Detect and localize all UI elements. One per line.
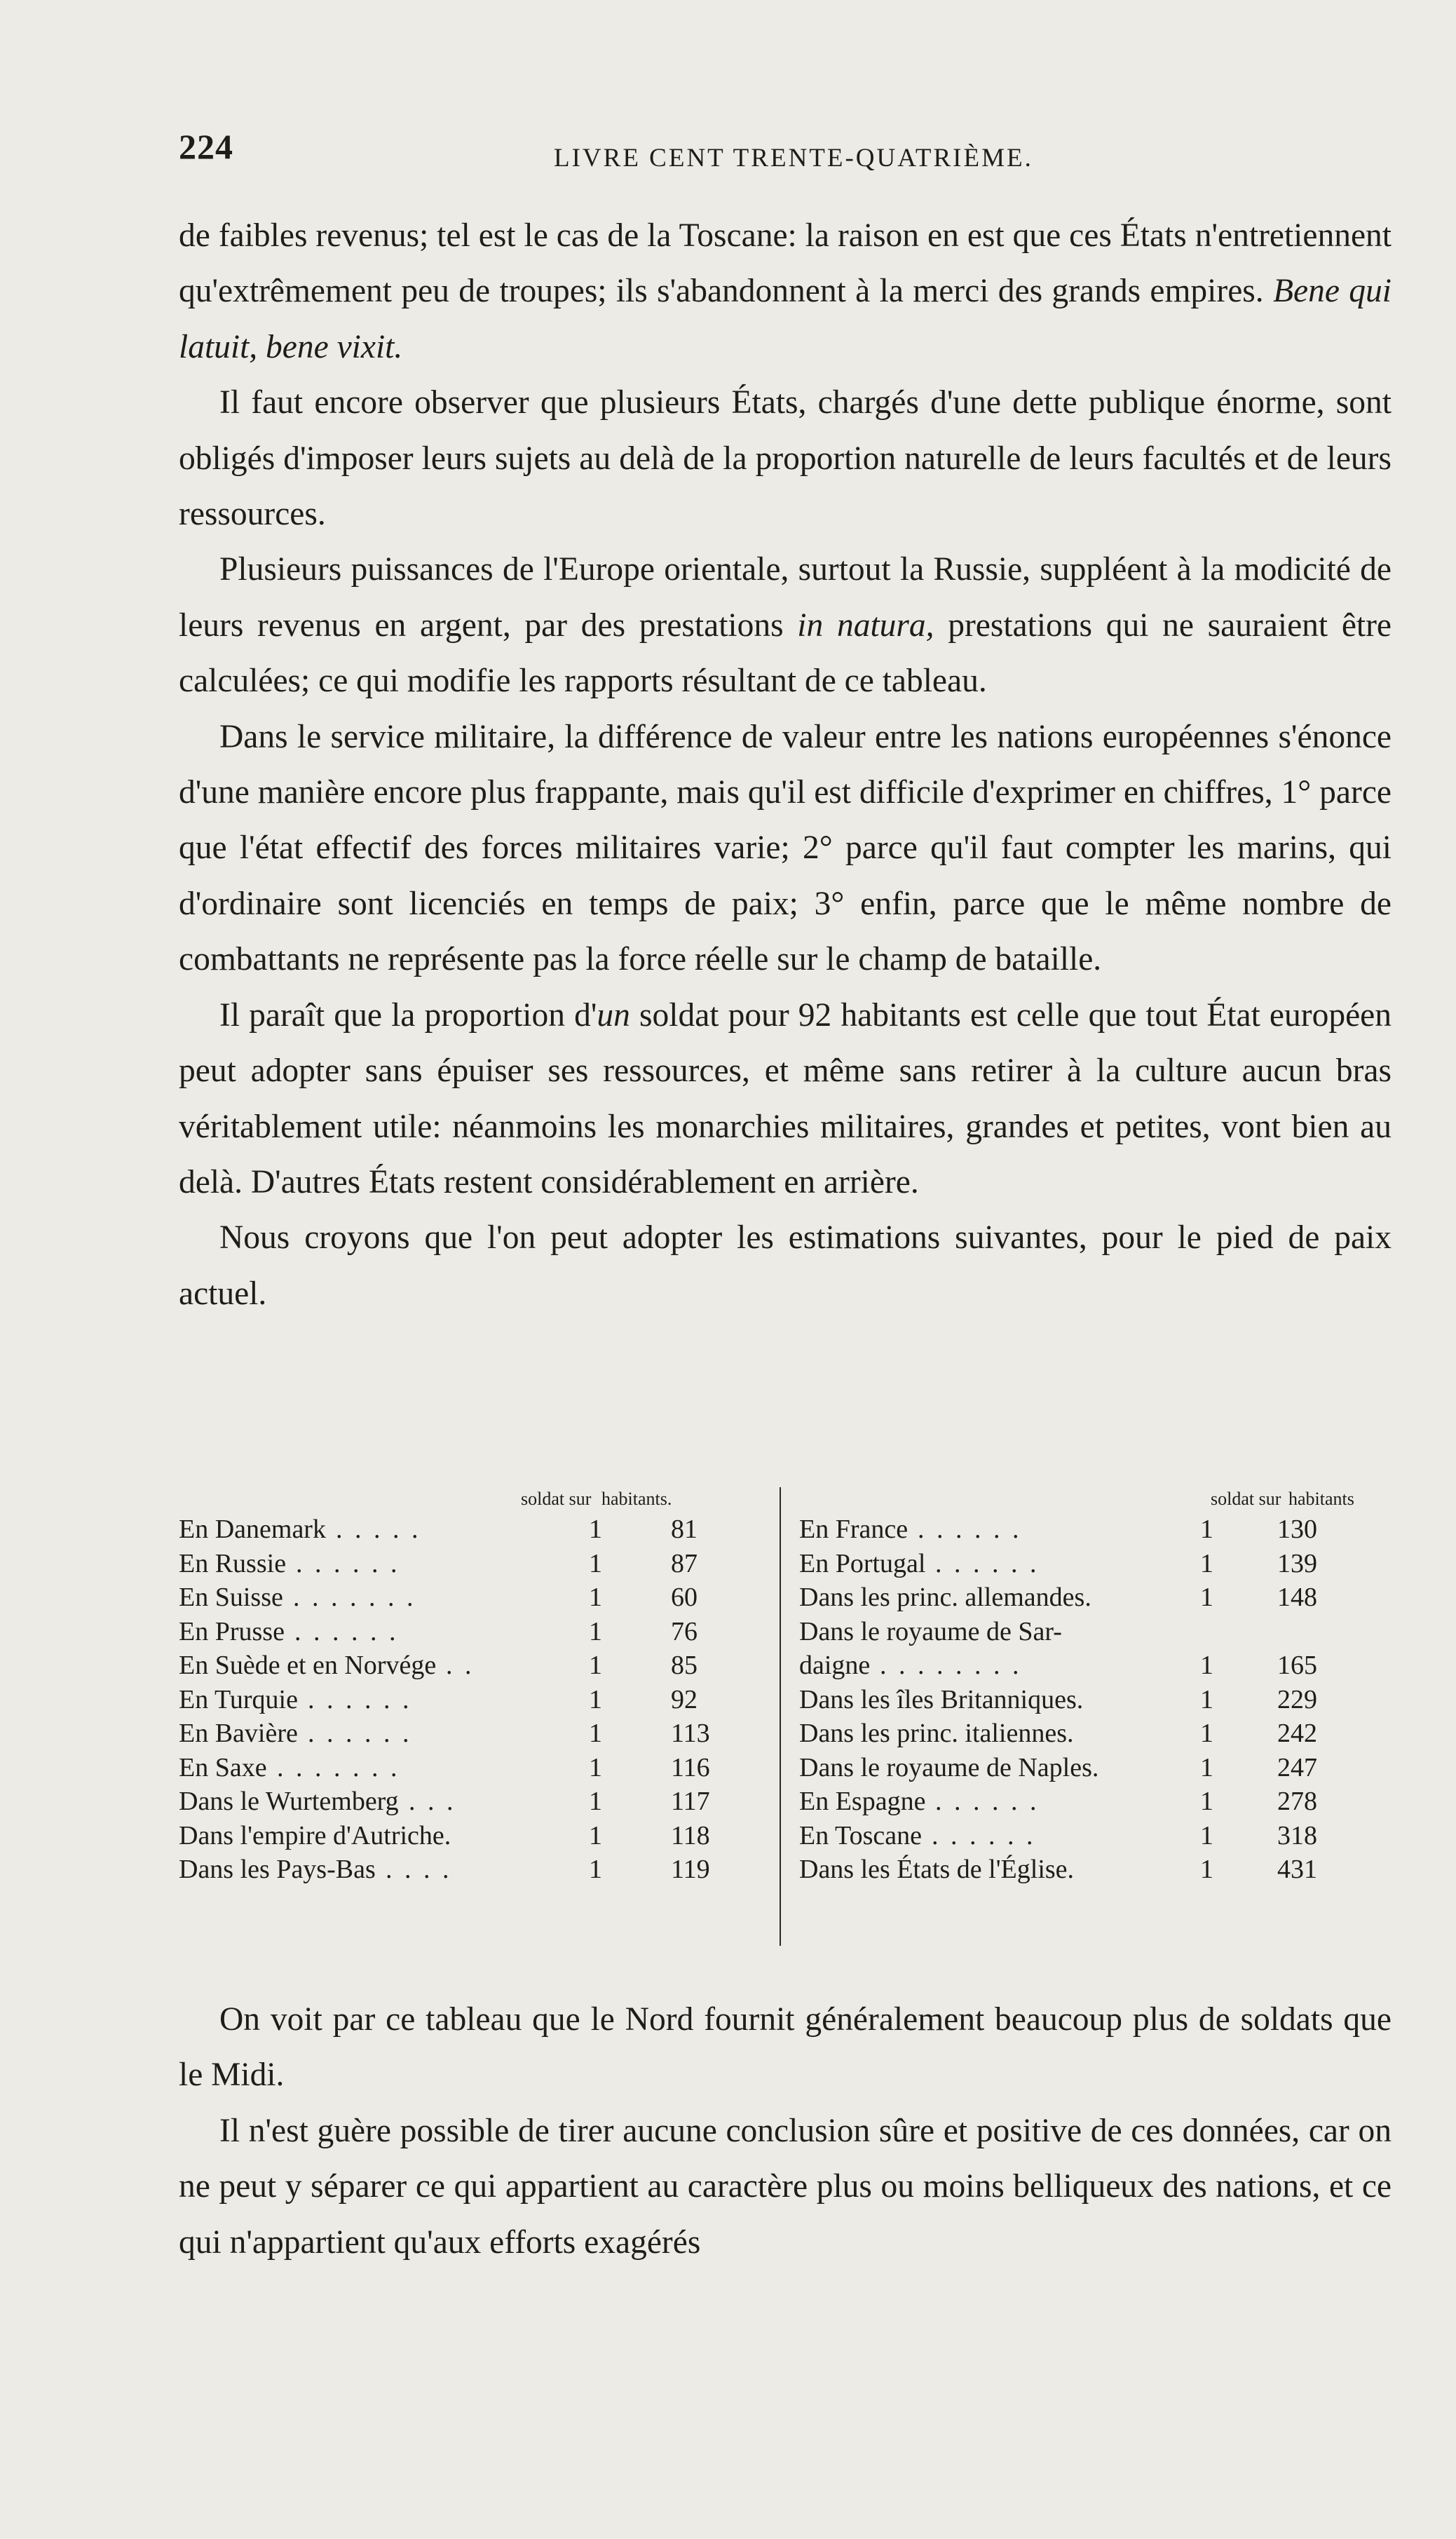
emphasis: un bbox=[597, 996, 630, 1034]
table-row bbox=[799, 1512, 1392, 1547]
country-name: Dans les princ. italiennes. bbox=[799, 1719, 1074, 1748]
paragraph-text: Plusieurs puissances de l'Europe orientale, surtout la Russie, suppléent à la modicité de leurs revenus en argent, par des prestations bbox=[179, 551, 1392, 644]
country-name: Dans le royaume de Naples. bbox=[799, 1752, 1099, 1782]
leader-dots: . . . . bbox=[386, 1855, 452, 1884]
military-ratio-table bbox=[179, 1483, 1392, 1953]
country-name: En Saxe bbox=[179, 1752, 267, 1782]
leader-dots: . . . . . . bbox=[918, 1515, 1022, 1544]
country-name: En Turquie bbox=[179, 1684, 298, 1714]
soldier-count: 1 bbox=[589, 1684, 602, 1714]
table-row bbox=[799, 1751, 1392, 1785]
table-row bbox=[179, 1751, 772, 1785]
soldier-count: 1 bbox=[589, 1787, 602, 1816]
table-row bbox=[799, 1580, 1392, 1615]
inhabitant-count: 113 bbox=[671, 1719, 710, 1748]
country-name: En France bbox=[799, 1515, 909, 1544]
header-inhabitants: habitants bbox=[1288, 1489, 1354, 1509]
inhabitant-count: 87 bbox=[671, 1548, 698, 1578]
table-row bbox=[799, 1547, 1392, 1581]
inhabitant-count: 318 bbox=[1277, 1820, 1317, 1850]
country-name: Dans les îles Britanniques. bbox=[799, 1684, 1084, 1714]
country-name: Dans les princ. allemandes. bbox=[799, 1583, 1091, 1612]
leader-dots: . . . . . . . bbox=[277, 1752, 400, 1782]
column-header bbox=[179, 1483, 772, 1512]
leader-dots: . . . bbox=[409, 1787, 456, 1816]
header-soldier: soldat sur bbox=[1211, 1489, 1281, 1509]
table-row bbox=[799, 1785, 1392, 1819]
header-soldier: soldat sur bbox=[521, 1489, 592, 1509]
soldier-count: 1 bbox=[589, 1855, 602, 1884]
table-row bbox=[799, 1853, 1392, 1887]
country-name: Dans les Pays-Bas bbox=[179, 1855, 376, 1884]
table-row bbox=[799, 1648, 1392, 1683]
soldier-count: 1 bbox=[589, 1651, 602, 1680]
country-name: En Danemark bbox=[179, 1515, 326, 1544]
soldier-count: 1 bbox=[1200, 1820, 1213, 1850]
inhabitant-count: 242 bbox=[1277, 1719, 1317, 1748]
leader-dots: . . . . . . bbox=[308, 1684, 412, 1714]
country-name: Dans les États de l'Église. bbox=[799, 1855, 1075, 1884]
inhabitant-count: 247 bbox=[1277, 1752, 1317, 1782]
inhabitant-count: 119 bbox=[671, 1855, 710, 1884]
leader-dots: . . . . . . . . bbox=[880, 1651, 1022, 1680]
paragraph-text: Il faut encore observer que plusieurs États, chargés d'une dette publique énorme, sont obligés d'imposer leurs sujets au delà de la proportion naturelle de leurs facultés et de leurs ressources. bbox=[179, 384, 1392, 533]
inhabitant-count: 139 bbox=[1277, 1548, 1317, 1578]
table-row bbox=[179, 1580, 772, 1615]
table-row bbox=[799, 1717, 1392, 1751]
inhabitant-count: 431 bbox=[1277, 1855, 1317, 1884]
country-name: En Portugal bbox=[799, 1548, 926, 1578]
table-row bbox=[179, 1717, 772, 1751]
paragraph-1 bbox=[179, 208, 1392, 375]
paragraph-5 bbox=[179, 988, 1392, 1211]
inhabitant-count: 130 bbox=[1277, 1515, 1317, 1544]
table-row bbox=[179, 1683, 772, 1717]
soldier-count: 1 bbox=[1200, 1719, 1213, 1748]
country-name: En Espagne bbox=[799, 1787, 926, 1816]
country-name: En Suède et en Norvége bbox=[179, 1651, 437, 1680]
soldier-count: 1 bbox=[589, 1583, 602, 1612]
soldier-count: 1 bbox=[1200, 1684, 1213, 1714]
inhabitant-count: 278 bbox=[1277, 1787, 1317, 1816]
column-header bbox=[799, 1483, 1392, 1512]
soldier-count: 1 bbox=[589, 1515, 602, 1544]
country-name: Dans l'empire d'Autriche. bbox=[179, 1820, 451, 1850]
paragraph-text: Dans le service militaire, la différence de valeur entre les nations européennes s'énonce d'une manière encore plus frappante, mais qu'il est difficile d'exprimer en chiffres, 1° parce que l'état effectif des forces militaires varie; 2° parce qu'il faut compter les marins, qui d'ordinaire sont licenciés en temps de paix; 3° enfin, parce que le même nombre de combattants ne représente pas la force réelle sur le champ de bataille. bbox=[179, 718, 1392, 978]
paragraph-6 bbox=[179, 1210, 1392, 1322]
latin-phrase: Bene qui latuit, bene vixit. bbox=[179, 273, 1392, 365]
soldier-count: 1 bbox=[1200, 1752, 1213, 1782]
table-row bbox=[799, 1683, 1392, 1717]
paragraph-text: soldat pour 92 habitants est celle que tout État européen peut adopter sans épuiser ses ressources, et même sans retirer à la culture aucun bras véritablement utile: néanmoins les monarchies militaires, grandes et petites, vont bien au delà. D'autres États restent considérablement en arrière. bbox=[179, 996, 1392, 1200]
table-row bbox=[179, 1512, 772, 1547]
soldier-count: 1 bbox=[1200, 1855, 1213, 1884]
closing-paragraph-2: Il n'est guère possible de tirer aucune conclusion sûre et positive de ces données, car on ne peut y séparer ce qui appartient au caractère plus ou moins belliqueux des nations, et ce qui n'appartient qu'aux efforts exagérés bbox=[179, 2112, 1392, 2261]
running-head: LIVRE CENT TRENTE-QUATRIÈME. bbox=[554, 144, 1033, 172]
leader-dots: . . . . . . . bbox=[293, 1583, 416, 1612]
leader-dots: . . . . . bbox=[336, 1515, 421, 1544]
leader-dots: . . bbox=[446, 1651, 475, 1680]
closing-paragraph-1: On voit par ce tableau que le Nord fournit généralement beaucoup plus de soldats que le Midi. bbox=[179, 2001, 1392, 2094]
inhabitant-count: 165 bbox=[1277, 1651, 1317, 1680]
soldier-count: 1 bbox=[589, 1548, 602, 1578]
table-row bbox=[799, 1615, 1392, 1649]
inhabitant-count: 148 bbox=[1277, 1583, 1317, 1612]
country-name: Dans le Wurtemberg bbox=[179, 1787, 399, 1816]
inhabitant-count: 116 bbox=[671, 1752, 710, 1782]
paragraph-text: Il paraît que la proportion d' bbox=[219, 996, 597, 1034]
paragraph-3 bbox=[179, 542, 1392, 709]
table-column-left bbox=[179, 1483, 772, 1887]
table-row bbox=[179, 1785, 772, 1819]
soldier-count: 1 bbox=[1200, 1651, 1213, 1680]
inhabitant-count: 118 bbox=[671, 1820, 710, 1850]
column-divider bbox=[780, 1487, 781, 1946]
soldier-count: 1 bbox=[1200, 1787, 1213, 1816]
closing-text bbox=[179, 1992, 1392, 2270]
inhabitant-count: 229 bbox=[1277, 1684, 1317, 1714]
leader-dots: . . . . . . bbox=[932, 1820, 1036, 1850]
inhabitant-count: 81 bbox=[671, 1515, 698, 1544]
country-name: En Toscane bbox=[799, 1820, 922, 1850]
country-name: daigne bbox=[799, 1651, 871, 1680]
table-row bbox=[179, 1648, 772, 1683]
soldier-count: 1 bbox=[1200, 1548, 1213, 1578]
country-name: En Russie bbox=[179, 1548, 287, 1578]
leader-dots: . . . . . . bbox=[308, 1719, 412, 1748]
latin-phrase: in natura, bbox=[797, 607, 934, 644]
inhabitant-count: 117 bbox=[671, 1787, 710, 1816]
leader-dots: . . . . . . bbox=[296, 1548, 400, 1578]
table-row bbox=[179, 1819, 772, 1853]
body-text bbox=[179, 208, 1392, 1322]
country-name: En Suisse bbox=[179, 1583, 283, 1612]
inhabitant-count: 92 bbox=[671, 1684, 698, 1714]
soldier-count: 1 bbox=[1200, 1583, 1213, 1612]
country-name: Dans le royaume de Sar- bbox=[799, 1616, 1062, 1646]
soldier-count: 1 bbox=[1200, 1515, 1213, 1544]
country-name: En Bavière bbox=[179, 1719, 298, 1748]
inhabitant-count: 76 bbox=[671, 1616, 698, 1646]
soldier-count: 1 bbox=[589, 1820, 602, 1850]
table-column-right bbox=[799, 1483, 1392, 1887]
table-row bbox=[799, 1819, 1392, 1853]
soldier-count: 1 bbox=[589, 1719, 602, 1748]
leader-dots: . . . . . . bbox=[935, 1548, 1040, 1578]
table-row bbox=[179, 1547, 772, 1581]
leader-dots: . . . . . . bbox=[294, 1616, 399, 1646]
soldier-count: 1 bbox=[589, 1752, 602, 1782]
inhabitant-count: 60 bbox=[671, 1583, 698, 1612]
paragraph-text: prestations qui ne sauraient être calculées; ce qui modifie les rapports résultant de ce tableau. bbox=[179, 607, 1392, 700]
inhabitant-count: 85 bbox=[671, 1651, 698, 1680]
page-number: 224 bbox=[179, 127, 233, 166]
paragraph-text: de faibles revenus; tel est le cas de la Toscane: la raison en est que ces États n'entretiennent qu'extrêmement peu de troupes; ils s'abandonnent à la merci des grands empires. bbox=[179, 217, 1392, 310]
country-name: En Prusse bbox=[179, 1616, 285, 1646]
table-row bbox=[179, 1853, 772, 1887]
paragraph-4 bbox=[179, 710, 1392, 988]
leader-dots: . . . . . . bbox=[935, 1787, 1040, 1816]
header-inhabitants: habitants. bbox=[601, 1489, 672, 1509]
paragraph-2 bbox=[179, 375, 1392, 542]
paragraph-text: Nous croyons que l'on peut adopter les estimations suivantes, pour le pied de paix actuel. bbox=[179, 1219, 1392, 1312]
soldier-count: 1 bbox=[589, 1616, 602, 1646]
table-row bbox=[179, 1615, 772, 1649]
